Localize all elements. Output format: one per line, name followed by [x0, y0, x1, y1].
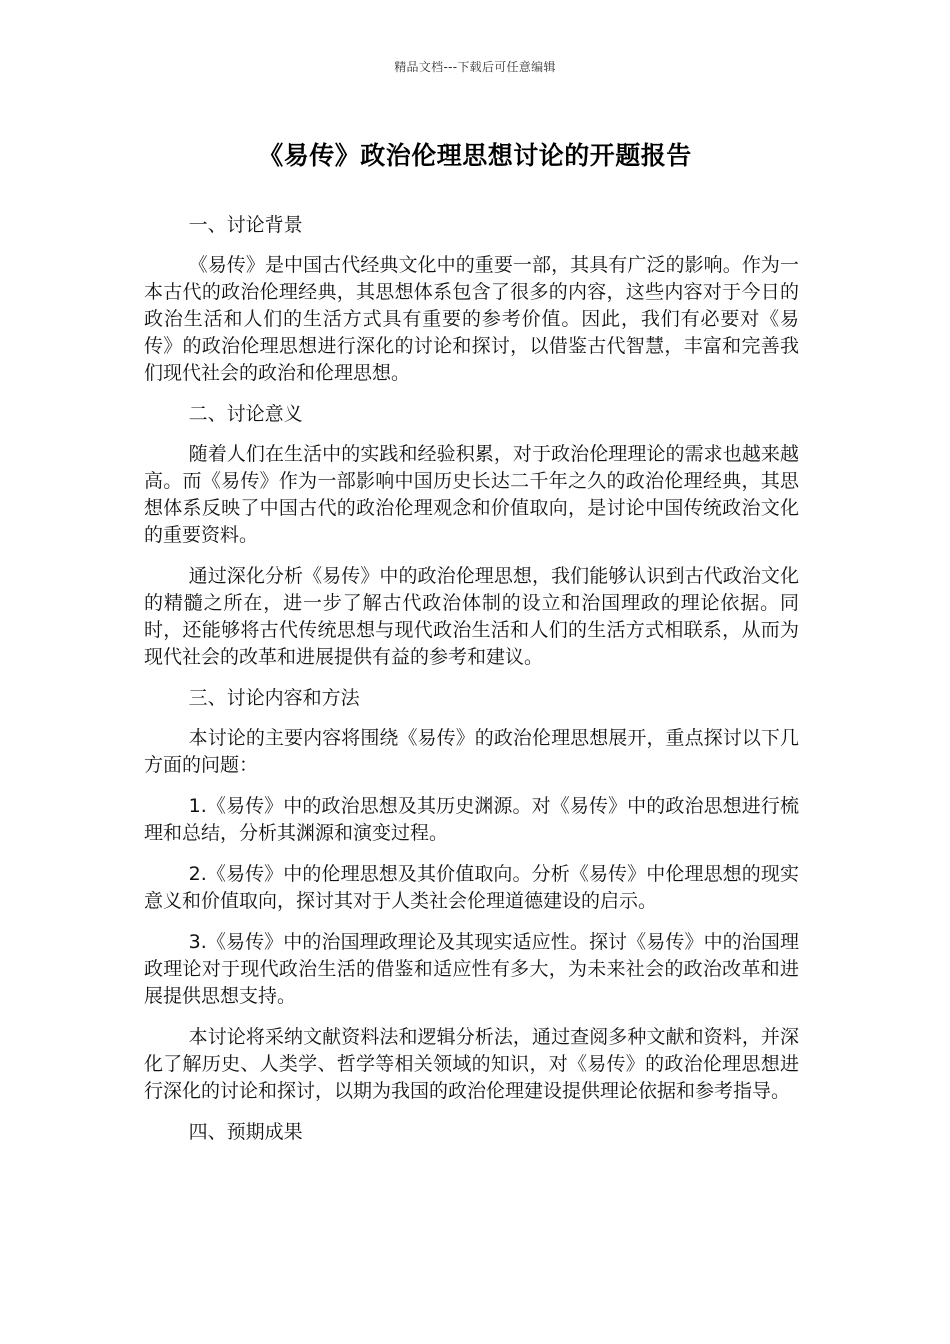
paragraph-content-intro: 本讨论的主要内容将围绕《易传》的政治伦理思想展开，重点探讨以下几方面的问题： — [144, 727, 799, 776]
section-heading-expected-results: 四、预期成果 — [188, 1121, 303, 1143]
paragraph-significance-1: 随着人们在生活中的实践和经验积累，对于政治伦理理论的需求也越来越高。而《易传》作为一部影响中国历史长达二千年之久的政治伦理经典，其思想体系反映了中国古代的政治伦理观念和价值取向，是讨论中国传统政治文化的重要资料。 — [144, 443, 799, 546]
document-title: 《易传》政治伦理思想讨论的开题报告 — [258, 141, 692, 170]
list-item-3: 3.《易传》中的治国理政理论及其现实适应性。探讨《易传》中的治国理政理论对于现代政治生活的借鉴和适应性有多大，为未来社会的政治改革和进展提供思想支持。 — [144, 931, 799, 1007]
paragraph-background: 《易传》是中国古代经典文化中的重要一部，其具有广泛的影响。作为一本古代的政治伦理经典，其思想体系包含了很多的内容，这些内容对于今日的政治生活和人们的生活方式具有重要的参考价值。因此，我们有必要对《易传》的政治伦理思想进行深化的讨论和探讨，以借鉴古代智慧，丰富和完善我们现代社会的政治和伦理思想。 — [144, 254, 799, 384]
paragraph-significance-2: 通过深化分析《易传》中的政治伦理思想，我们能够认识到古代政治文化的精髓之所在，进一步了解古代政治体制的设立和治国理政的理论依据。同时，还能够将古代传统思想与现代政治生活和人们的生活方式相联系，从而为现代社会的改革和进展提供有益的参考和建议。 — [144, 565, 799, 668]
section-heading-content-method: 三、讨论内容和方法 — [188, 687, 360, 709]
document-body — [144, 212, 799, 1159]
header-note: 精品文档---下载后可任意编辑 — [394, 60, 556, 74]
list-item-2: 2.《易传》中的伦理思想及其价值取向。分析《易传》中伦理思想的现实意义和价值取向，探讨其对于人类社会伦理道德建设的启示。 — [144, 863, 799, 912]
section-heading-significance: 二、讨论意义 — [188, 403, 303, 425]
paragraph-method: 本讨论将采纳文献资料法和逻辑分析法，通过查阅多种文献和资料，并深化了解历史、人类学、哲学等相关领域的知识，对《易传》的政治伦理思想进行深化的讨论和探讨，以期为我国的政治伦理建设提供理论依据和参考指导。 — [144, 1026, 799, 1102]
section-heading-background: 一、讨论背景 — [188, 214, 303, 236]
list-item-1: 1.《易传》中的政治思想及其历史渊源。对《易传》中的政治思想进行梳理和总结，分析其渊源和演变过程。 — [144, 795, 799, 844]
